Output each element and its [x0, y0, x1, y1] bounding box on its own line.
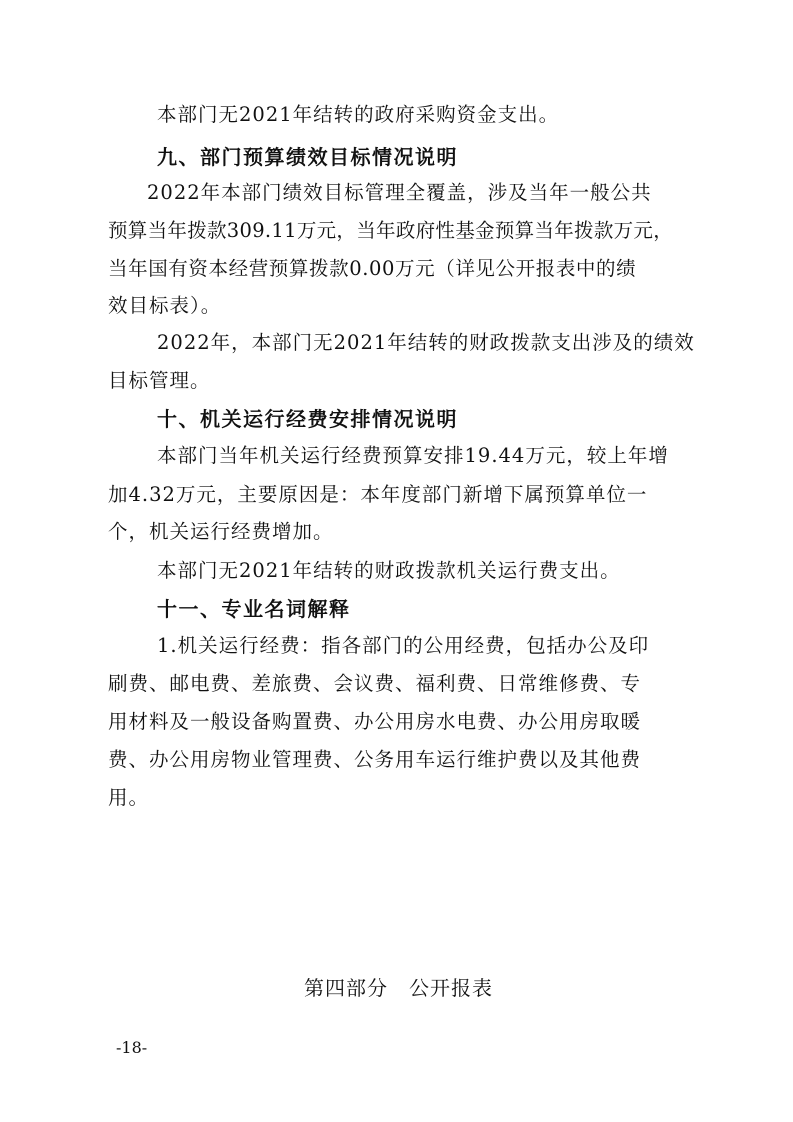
paragraph-line: 本部门无2021年结转的财政拨款机关运行费支出。 [157, 559, 621, 582]
paragraph-line: 1.机关运行经费：指各部门的公用经费，包括办公及印 [157, 634, 650, 657]
paragraph-line: 用。 [108, 786, 150, 809]
paragraph-line: 2022年，本部门无2021年结转的财政拨款支出涉及的绩效 [157, 331, 695, 354]
section-heading-10: 十、机关运行经费安排情况说明 [157, 407, 458, 431]
paragraph-line: 个，机关运行经费增加。 [108, 520, 334, 543]
paragraph-line: 本部门当年机关运行经费预算安排19.44万元，较上年增 [157, 444, 669, 467]
paragraph-line: 费、办公用房物业管理费、公务用车运行维护费以及其他费 [108, 748, 642, 771]
paragraph-line: 刷费、邮电费、差旅费、会议费、福利费、日常维修费、专 [108, 672, 642, 695]
paragraph-line: 效目标表）。 [108, 294, 222, 317]
page-number: -18- [116, 1038, 148, 1057]
paragraph-line: 用材料及一般设备购置费、办公用房水电费、办公用房取暖 [108, 710, 642, 733]
paragraph-line: 预算当年拨款309.11万元，当年政府性基金预算当年拨款万元， [108, 219, 674, 242]
section-heading-11: 十一、专业名词解释 [157, 597, 351, 621]
paragraph-line: 目标管理。 [108, 369, 211, 392]
paragraph-line: 本部门无2021年结转的政府采购资金支出。 [157, 103, 560, 126]
part-title: 第四部分 公开报表 [304, 976, 493, 1000]
section-heading-9: 九、部门预算绩效目标情况说明 [157, 145, 458, 169]
paragraph-line: 2022年本部门绩效目标管理全覆盖，涉及当年一般公共 [147, 181, 652, 204]
paragraph-line: 加4.32万元，主要原因是：本年度部门新增下属预算单位一 [108, 483, 648, 506]
paragraph-line: 当年国有资本经营预算拨款0.00万元（详见公开报表中的绩 [108, 257, 637, 280]
